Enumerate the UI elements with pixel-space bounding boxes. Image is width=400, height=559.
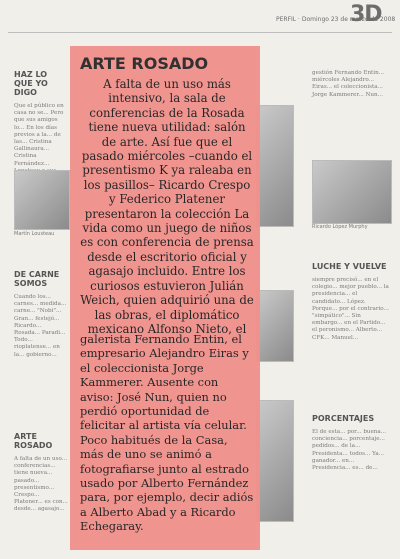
right-bottom-heading: PORCENTAJES	[312, 414, 375, 423]
photo-center-3	[256, 400, 294, 522]
left-mid-heading: DE CARNE SOMOS	[14, 270, 60, 288]
right-top-snippet: gestión Fernando Entin... miércoles Alejandro... Eiras... el coleccionista... Jorge Kammerer... Nun...	[312, 70, 385, 98]
article-continuation: galerista Fernando Entin, el empresario Alejandro Eiras y el coleccionista Jorge Kammerer. Ausente con aviso: José Nun, quien no perdió oportunidad de felicitar al artista vía celular. Poco habitués de la Casa, más de uno se animó a fotografiarse junto al estrado usado por Alberto Fernández para, por ejemplo, decir adiós a Alberto Abad y a Ricardo Echegaray.	[80, 332, 254, 534]
photo-lopez-murphy	[312, 160, 392, 224]
caption-right: Ricardo López Murphy	[312, 224, 368, 230]
page-number: 3D	[350, 2, 382, 27]
header-divider	[8, 32, 392, 33]
page-header	[0, 0, 400, 30]
caption-left: Martín Lousteau	[14, 231, 55, 237]
left-mid-snippet: Cuando los... carnes... medida... carne... "Nobi"... Gran... festejó... Ricardo... Rosada... Paradi... Todo... rioplatense... en la... gobierno...	[14, 294, 67, 358]
left-top-heading: HAZ LO QUE YO DIGO	[14, 70, 48, 97]
left-bottom	[14, 432, 68, 514]
right-column	[312, 70, 390, 99]
left-top-snippet: Que el público en casa no se... Pero que sus amigos lo... En los días previos a la... de las... Cristina Gallinaura... Cristina Fernández...	[14, 103, 64, 167]
right-bottom	[312, 414, 390, 472]
article-title: ARTE ROSADO	[80, 54, 209, 73]
right-mid-snippet: siempre precisó... en el colegio... mejor pueblo... la presidencia... el candidato... López. Porque... por el contrario... "simpático"... Sin embargo... en el Partido... el peronismo... Alberto... CFK... Manuel...	[312, 277, 389, 341]
left-bottom-heading: ARTE ROSADO	[14, 432, 53, 450]
header-meta: PERFIL · Domingo 23 de marzo de 2008	[276, 16, 396, 23]
right-mid	[312, 262, 390, 342]
photo-center-1	[256, 105, 294, 227]
right-heading: LUCHE Y VUELVE	[312, 262, 387, 271]
right-bottom-snippet: El de esta... por... buena... conciencia... porcentaje... pedidos... de la... Presidenta... todos... Ya... ganador... en... Presidencia... es... de...	[312, 429, 387, 472]
left-mid	[14, 270, 68, 359]
left-bottom-snippet: A falta de un uso... conferencias... tiene nueva... pasado... presentismo... Crespo... Platener... es con... desde... agasajo...	[14, 456, 68, 513]
photo-lousteau	[14, 170, 70, 230]
article-lead: A falta de un uso más intensivo, la sala de conferencias de la Rosada tiene nueva utilidad: salón de arte. Así fue que el pasado miércoles –cuando el presentismo K ya raleaba en los pasillos– Ricardo Crespo y Federico Platener presentaron la colección La vida como un juego de niños es con conferencia de prensa desde el escritorio oficial y agasajo incluido. Entre los curiosos estuvieron Julián Weich, quien adquirió una de las obras, el diplomático mexicano Alfonso Nieto, el	[80, 77, 254, 336]
article-highlight	[70, 46, 260, 550]
photo-center-2	[256, 290, 294, 362]
